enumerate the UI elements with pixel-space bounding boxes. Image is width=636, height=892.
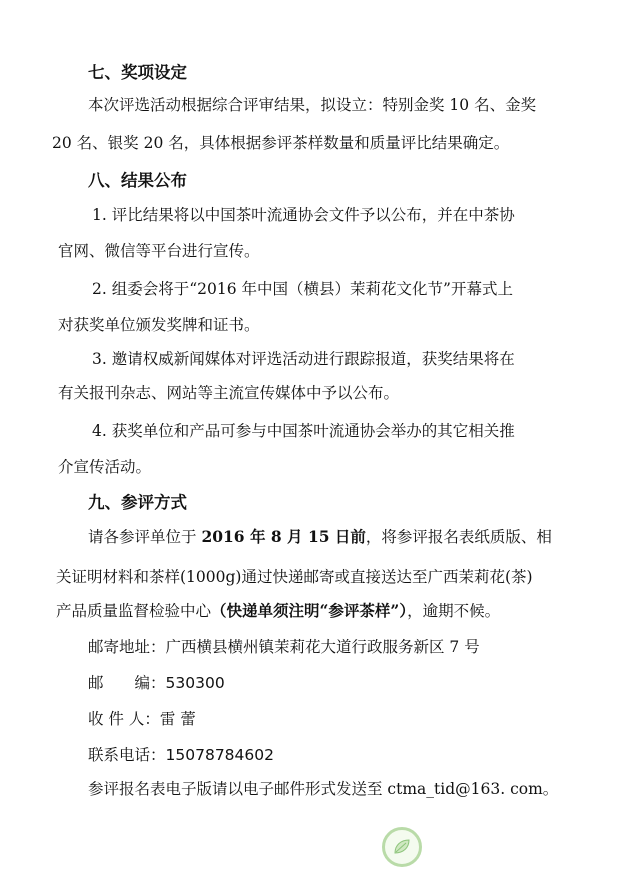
paragraph-text-pre: 请各参评单位于 [88, 528, 202, 546]
section-7-heading: 七、奖项设定 [88, 63, 187, 82]
paragraph-text-pre: 产品质量监督检验中心 [56, 602, 212, 620]
phone-label: 联系电话： [88, 746, 166, 764]
deadline-date: 2016 年 8 月 15 日前 [201, 527, 366, 546]
tea-leaf-logo-icon [382, 827, 422, 867]
section-9-paragraph-line-2: 关证明材料和茶样(1000g)通过快递邮寄或直接送达至广西茉莉花(茶) [56, 568, 533, 586]
section-8-item-2-line-2: 对获奖单位颁发奖牌和证书。 [58, 316, 260, 334]
paragraph-text-post: ，逾期不候。 [407, 602, 501, 620]
section-8-item-2-line-1: 2. 组委会将于“2016 年中国（横县）茉莉花文化节”开幕式上 [92, 280, 513, 298]
postcode-line [88, 672, 225, 694]
section-9-heading: 九、参评方式 [88, 493, 187, 512]
section-8-heading: 八、结果公布 [88, 171, 187, 190]
section-8-item-4-line-1: 4. 获奖单位和产品可参与中国茶叶流通协会举办的其它相关推 [92, 422, 515, 440]
section-8-item-3-line-1: 3. 邀请权威新闻媒体对评选活动进行跟踪报道，获奖结果将在 [92, 350, 515, 368]
email-instruction: 参评报名表电子版请以电子邮件形式发送至 ctma_tid@163. com。 [88, 780, 559, 798]
section-7-paragraph-line-1: 本次评选活动根据综合评审结果，拟设立：特别金奖 10 名、金奖 [88, 96, 537, 114]
section-8-item-1-line-1: 1. 评比结果将以中国茶叶流通协会文件予以公布，并在中茶协 [92, 206, 515, 224]
phone-value: 15078784602 [165, 746, 274, 764]
postcode-label: 邮 编： [88, 674, 166, 692]
postcode-value: 530300 [165, 674, 225, 692]
paragraph-text-post: ，将参评报名表纸质版、相 [365, 528, 552, 546]
section-8-item-3-line-2: 有关报刊杂志、网站等主流宣传媒体中予以公布。 [58, 384, 400, 402]
section-9-paragraph-line-1 [88, 526, 552, 548]
mailing-address: 邮寄地址：广西横县横州镇茉莉花大道行政服务新区 7 号 [88, 638, 480, 656]
section-9-paragraph-line-3 [56, 600, 500, 622]
section-7-paragraph-line-2: 20 名、银奖 20 名，具体根据参评茶样数量和质量评比结果确定。 [52, 134, 510, 152]
courier-note: （快递单须注明“参评茶样”） [211, 601, 408, 620]
section-8-item-1-line-2: 官网、微信等平台进行宣传。 [58, 242, 260, 260]
recipient-line: 收 件 人：雷 蕾 [88, 710, 196, 728]
section-8-item-4-line-2: 介宣传活动。 [58, 458, 152, 476]
phone-line [88, 744, 274, 766]
